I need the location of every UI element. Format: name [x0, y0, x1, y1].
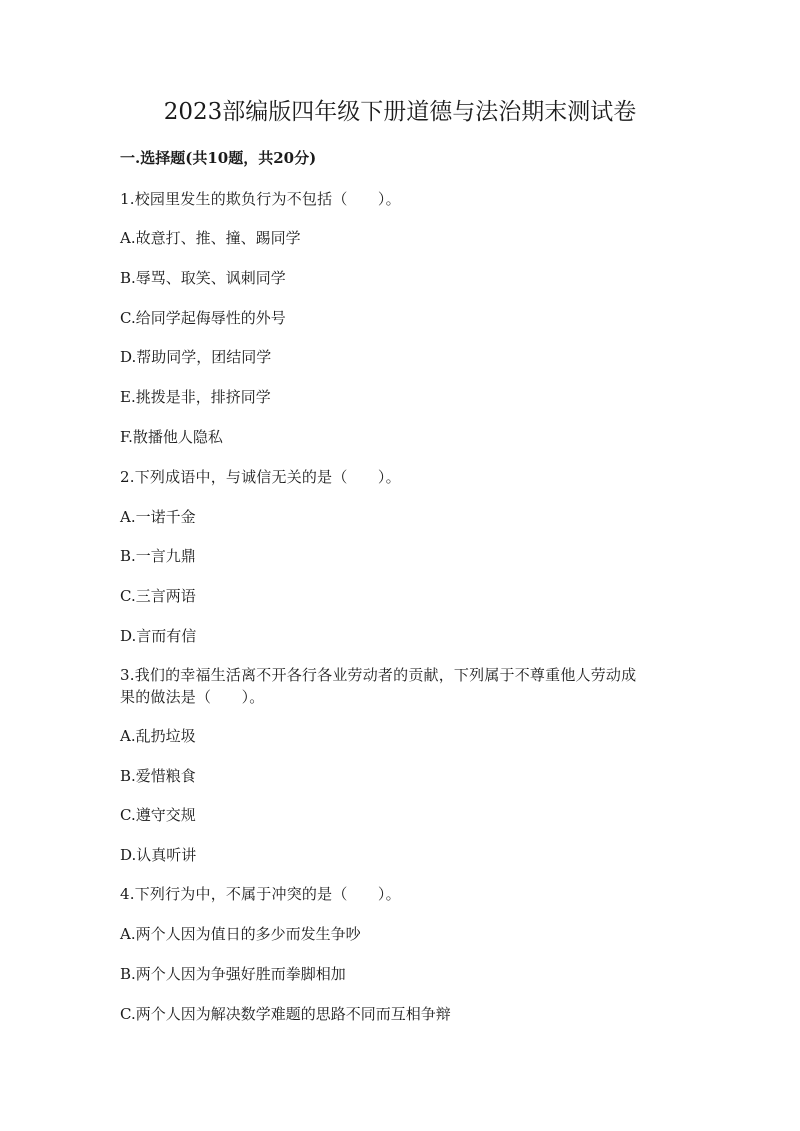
question-1-option-e: E.挑拨是非，排挤同学 [120, 388, 271, 406]
question-1-option-c: C.给同学起侮辱性的外号 [120, 309, 286, 327]
question-4-option-a: A.两个人因为值日的多少而发生争吵 [120, 925, 361, 943]
question-2-option-b: B.一言九鼎 [120, 547, 196, 565]
question-3-option-b: B.爱惜粮食 [120, 767, 196, 785]
question-1-option-f: F.散播他人隐私 [120, 428, 223, 446]
question-3-text-line-1: 3.我们的幸福生活离不开各行各业劳动者的贡献，下列属于不尊重他人劳动成 [120, 666, 637, 684]
question-2-option-c: C.三言两语 [120, 587, 196, 605]
question-4-option-b: B.两个人因为争强好胜而拳脚相加 [120, 965, 346, 983]
question-3-option-d: D.认真听讲 [120, 846, 197, 864]
page-title: 2023部编版四年级下册道德与法治期末测试卷 [163, 99, 637, 125]
question-1-option-d: D.帮助同学，团结同学 [120, 348, 272, 366]
question-3-option-c: C.遵守交规 [120, 806, 196, 824]
section-heading: 一.选择题(共10题，共20分) [120, 149, 317, 167]
question-3-text-line-2: 果的做法是（ ）。 [120, 688, 265, 706]
question-4-text: 4.下列行为中，不属于冲突的是（ ）。 [120, 885, 401, 903]
question-2-option-a: A.一诺千金 [120, 508, 196, 526]
question-1-option-b: B.辱骂、取笑、讽刺同学 [120, 269, 286, 287]
question-3-option-a: A.乱扔垃圾 [120, 727, 196, 745]
question-4-option-c: C.两个人因为解决数学难题的思路不同而互相争辩 [120, 1005, 451, 1023]
question-2-text: 2.下列成语中，与诚信无关的是（ ）。 [120, 468, 401, 486]
question-1-text: 1.校园里发生的欺负行为不包括（ ）。 [120, 190, 401, 208]
question-2-option-d: D.言而有信 [120, 627, 197, 645]
question-1-option-a: A.故意打、推、撞、踢同学 [120, 229, 301, 247]
